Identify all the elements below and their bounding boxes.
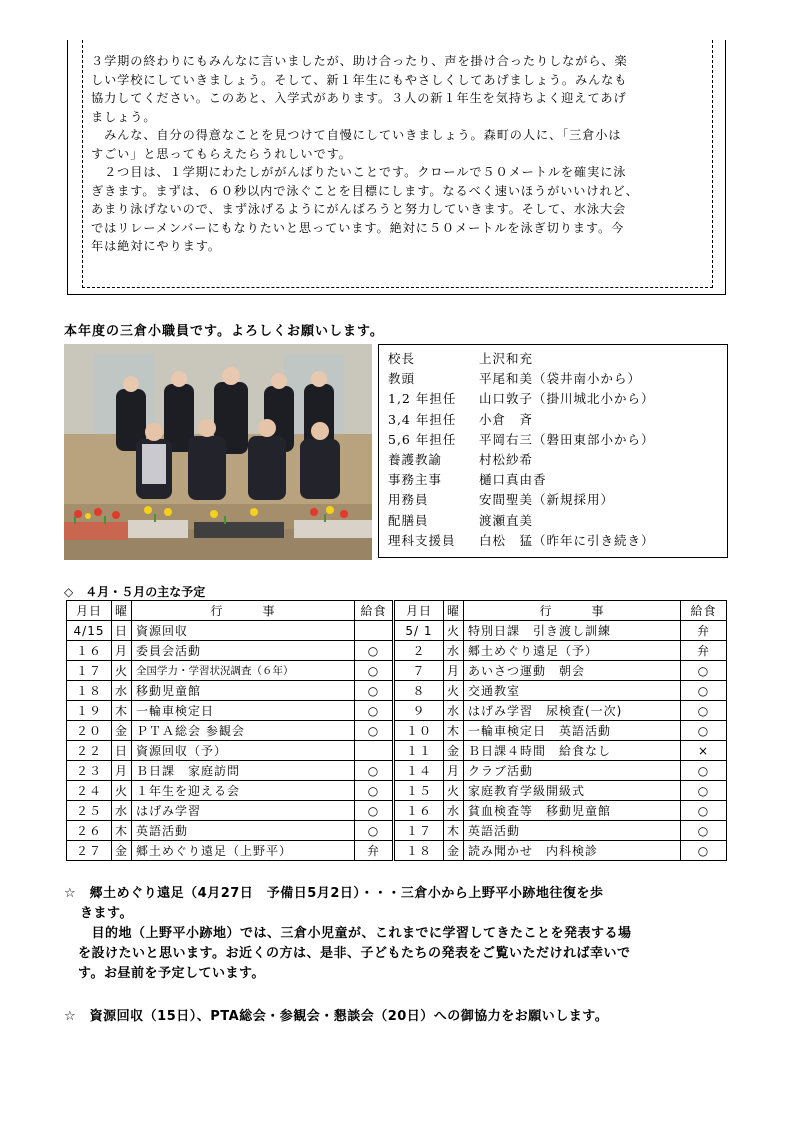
note-line: 資源回収（15日）、PTA総会・参観会・懇談会（20日）への御協力をお願いします。	[76, 1009, 609, 1024]
schedule-row	[67, 721, 727, 741]
event-day: 火	[444, 681, 464, 701]
staff-name: 渡瀬直美	[479, 512, 534, 528]
staff-row	[388, 349, 727, 369]
lunch-mark: ○	[681, 701, 727, 721]
staff-role: 事務主事	[388, 472, 443, 488]
lunch-mark: ○	[681, 661, 727, 681]
event-day: 金	[444, 741, 464, 761]
lunch-mark: ×	[681, 741, 727, 761]
staff-row	[388, 430, 727, 450]
lunch-mark: ○	[681, 721, 727, 741]
event-day: 月	[112, 761, 132, 781]
staff-name: 平岡右三（磐田東部小から）	[479, 431, 655, 447]
event-date: ２５	[67, 801, 112, 821]
lunch-mark: ○	[355, 721, 394, 741]
event-date: ２	[394, 641, 444, 661]
staff-row	[388, 369, 727, 389]
event-day: 木	[444, 721, 464, 741]
event-day: 金	[112, 721, 132, 741]
lunch-mark: ○	[681, 781, 727, 801]
schedule-row	[67, 761, 727, 781]
speech-line: ましょう。	[91, 109, 157, 124]
event-date: １０	[394, 721, 444, 741]
event-name: 移動児童館	[132, 681, 355, 701]
lunch-mark	[355, 621, 394, 641]
schedule-row	[67, 701, 727, 721]
event-date: １５	[394, 781, 444, 801]
speech-text-frame	[82, 40, 713, 288]
note-line: 目的地（上野平小跡地）では、三倉小児童が、これまでに学習してきたことを発表する場	[78, 926, 632, 941]
staff-list	[378, 344, 728, 558]
staff-name: 樋口真由香	[479, 472, 547, 488]
staff-row	[388, 470, 727, 490]
event-day: 日	[112, 621, 132, 641]
event-day: 金	[112, 841, 132, 861]
speech-line: 年は絶対にやります。	[91, 239, 221, 253]
event-name: 貧血検査等 移動児童館	[464, 801, 681, 821]
schedule-row	[67, 661, 727, 681]
staff-role: 配膳員	[388, 512, 429, 528]
schedule-row	[67, 841, 727, 861]
event-date: １６	[67, 641, 112, 661]
speech-line: ２つ目は、１学期にわたしががんばりたいことです。クロールで５０メートルを確実に泳	[91, 165, 627, 179]
schedule-row	[67, 801, 727, 821]
schedule-row	[67, 821, 727, 841]
event-day: 水	[112, 681, 132, 701]
event-name: 一輪車検定日	[132, 701, 355, 721]
event-name: 全国学力・学習状況調査（６年）	[132, 661, 355, 681]
lunch-mark: ○	[681, 681, 727, 701]
event-day: 月	[112, 641, 132, 661]
schedule-table	[66, 600, 727, 861]
event-date: １７	[394, 821, 444, 841]
request-note	[64, 1005, 744, 1024]
event-name: 英語活動	[464, 821, 681, 841]
lunch-mark: 弁	[355, 841, 394, 861]
speech-line: しい学校にしていきましょう。そして、新１年生にもやさしくしてあげましょう。みんなも	[91, 72, 628, 87]
event-name: あいさつ運動 朝会	[464, 661, 681, 681]
event-name: 委員会活動	[132, 641, 355, 661]
event-day: 木	[112, 821, 132, 841]
col-event: 行 事	[464, 601, 681, 621]
staff-row	[388, 389, 727, 409]
lunch-mark: ○	[355, 781, 394, 801]
event-day: 月	[444, 761, 464, 781]
event-date: １７	[67, 661, 112, 681]
lunch-mark: ○	[681, 821, 727, 841]
note-line: を設けたいと思います。お近くの方は、是非、子どもたちの発表をご覧いただければ幸いで	[78, 946, 631, 961]
event-day: 月	[444, 661, 464, 681]
staff-role: 用務員	[388, 492, 429, 508]
event-date: ２７	[67, 841, 112, 861]
staff-name: 白松 猛（昨年に引き続き）	[479, 532, 655, 548]
staff-heading: 本年度の三倉小職員です。よろしくお願いします。	[64, 324, 384, 339]
col-date: 月日	[67, 601, 112, 621]
col-day: 曜	[112, 601, 132, 621]
event-name: 読み聞かせ 内科検診	[464, 841, 681, 861]
schedule-header-row	[67, 601, 727, 621]
event-day: 水	[444, 701, 464, 721]
lunch-mark: ○	[355, 801, 394, 821]
lunch-mark: 弁	[681, 621, 727, 641]
staff-role: 教頭	[388, 371, 416, 387]
star-icon: ☆	[64, 1009, 77, 1024]
lunch-mark: ○	[681, 801, 727, 821]
event-day: 木	[444, 821, 464, 841]
event-day: 日	[112, 741, 132, 761]
event-date: １４	[394, 761, 444, 781]
staff-row	[388, 410, 727, 430]
staff-name: 小倉 斉	[479, 411, 534, 427]
lunch-mark: ○	[355, 681, 394, 701]
event-day: 火	[112, 661, 132, 681]
staff-role: 5,6 年担任	[388, 431, 457, 447]
speech-line: ではリレーメンバーにもなりたいと思っています。絶対に５０メートルを泳ぎ切ります。今	[91, 220, 625, 235]
lunch-mark: ○	[355, 641, 394, 661]
event-day: 木	[112, 701, 132, 721]
event-name: 英語活動	[132, 821, 355, 841]
speech-line: みんな、自分の得意なことを見つけて自慢にしていきましょう。森町の人に、「三倉小は	[91, 128, 622, 142]
lunch-mark: ○	[355, 761, 394, 781]
schedule-row	[67, 621, 727, 641]
speech-line: 協力してください。このあと、入学式があります。３人の新１年生を気持ちよく迎えてあげ	[91, 91, 627, 105]
lunch-mark: ○	[355, 821, 394, 841]
event-date: ２２	[67, 741, 112, 761]
staff-name: 平尾和美（袋井南小から）	[479, 371, 642, 387]
event-day: 火	[444, 621, 464, 641]
event-name: 郷土めぐり遠足（予）	[464, 641, 681, 661]
lunch-mark: ○	[355, 661, 394, 681]
event-day: 水	[444, 801, 464, 821]
col-lunch: 給食	[355, 601, 394, 621]
event-name: Ｂ日課 家庭訪問	[132, 761, 355, 781]
staff-role: 1,2 年担任	[388, 391, 457, 407]
schedule-row	[67, 781, 727, 801]
event-date: ９	[394, 701, 444, 721]
event-name: はげみ学習 尿検査(一次)	[464, 701, 681, 721]
event-day: 金	[444, 841, 464, 861]
event-name: 資源回収	[132, 621, 355, 641]
event-date: ２０	[67, 721, 112, 741]
speech-line: あまり泳げないので、まず泳げるようにがんばろうと努力していきます。そして、水泳大会	[91, 202, 627, 216]
staff-role: 3,4 年担任	[388, 411, 457, 427]
event-day: 水	[444, 641, 464, 661]
event-date: １８	[394, 841, 444, 861]
lunch-mark: ○	[681, 761, 727, 781]
staff-name: 村松紗希	[479, 451, 534, 467]
staff-name: 山口敦子（掛川城北小から）	[479, 391, 655, 407]
event-date: ８	[394, 681, 444, 701]
staff-group-photo	[64, 344, 372, 560]
event-day: 火	[112, 781, 132, 801]
schedule-row	[67, 741, 727, 761]
staff-name: 安間聖美（新規採用）	[479, 492, 615, 508]
event-name: クラブ活動	[464, 761, 681, 781]
excursion-note	[64, 884, 734, 984]
event-date: １１	[394, 741, 444, 761]
lunch-mark: ○	[681, 841, 727, 861]
staff-role: 理科支援員	[388, 532, 456, 548]
staff-row	[388, 490, 727, 510]
staff-role: 校長	[388, 351, 416, 366]
col-event: 行 事	[132, 601, 355, 621]
event-date: 4/15	[67, 621, 112, 641]
event-date: 5/ 1	[394, 621, 444, 641]
event-date: ２４	[67, 781, 112, 801]
event-name: 資源回収（予）	[132, 741, 355, 761]
staff-name: 上沢和充	[479, 351, 534, 366]
event-name: Ｂ日課４時間 給食なし	[464, 741, 681, 761]
event-date: １６	[394, 801, 444, 821]
event-name: 家庭教育学級開級式	[464, 781, 681, 801]
event-name: １年生を迎える会	[132, 781, 355, 801]
staff-role: 養護教諭	[388, 451, 443, 467]
col-lunch: 給食	[681, 601, 727, 621]
col-date: 月日	[394, 601, 444, 621]
lunch-mark: 弁	[681, 641, 727, 661]
staff-row	[388, 531, 727, 551]
speech-line: ぎきます。まずは、６０秒以内で泳ぐことを目標にします。なるべく速いほうがいいけれど、	[91, 183, 639, 198]
event-date: ２６	[67, 821, 112, 841]
event-name: 特別日課 引き渡し訓練	[464, 621, 681, 641]
event-date: ７	[394, 661, 444, 681]
lunch-mark	[355, 741, 394, 761]
event-date: １８	[67, 681, 112, 701]
speech-line: すごい」と思ってもらえたらうれしいです。	[91, 146, 352, 161]
staff-row	[388, 450, 727, 470]
event-date: １９	[67, 701, 112, 721]
note-line: 郷土めぐり遠足（4月27日 予備日5月2日）・・・三倉小から上野平小跡地往復を歩	[76, 886, 604, 901]
event-name: 一輪車検定日 英語活動	[464, 721, 681, 741]
staff-row	[388, 511, 727, 531]
speech-box	[67, 40, 726, 295]
schedule-heading: ◇ ４月・５月の主な予定	[64, 585, 206, 599]
event-day: 水	[112, 801, 132, 821]
lunch-mark: ○	[355, 701, 394, 721]
event-name: 交通教室	[464, 681, 681, 701]
note-line: きます。	[80, 906, 133, 921]
event-name: はげみ学習	[132, 801, 355, 821]
note-line: す。お昼前を予定しています。	[78, 966, 265, 981]
col-day: 曜	[444, 601, 464, 621]
schedule-row	[67, 681, 727, 701]
schedule-row	[67, 641, 727, 661]
event-day: 火	[444, 781, 464, 801]
event-name: ＰＴＡ総会 参観会	[132, 721, 355, 741]
event-date: ２３	[67, 761, 112, 781]
speech-line: ３学期の終わりにもみんなに言いましたが、助け合ったり、声を掛け合ったりしながら、楽	[91, 54, 628, 68]
star-icon: ☆	[64, 886, 77, 901]
event-name: 郷土めぐり遠足（上野平）	[132, 841, 355, 861]
